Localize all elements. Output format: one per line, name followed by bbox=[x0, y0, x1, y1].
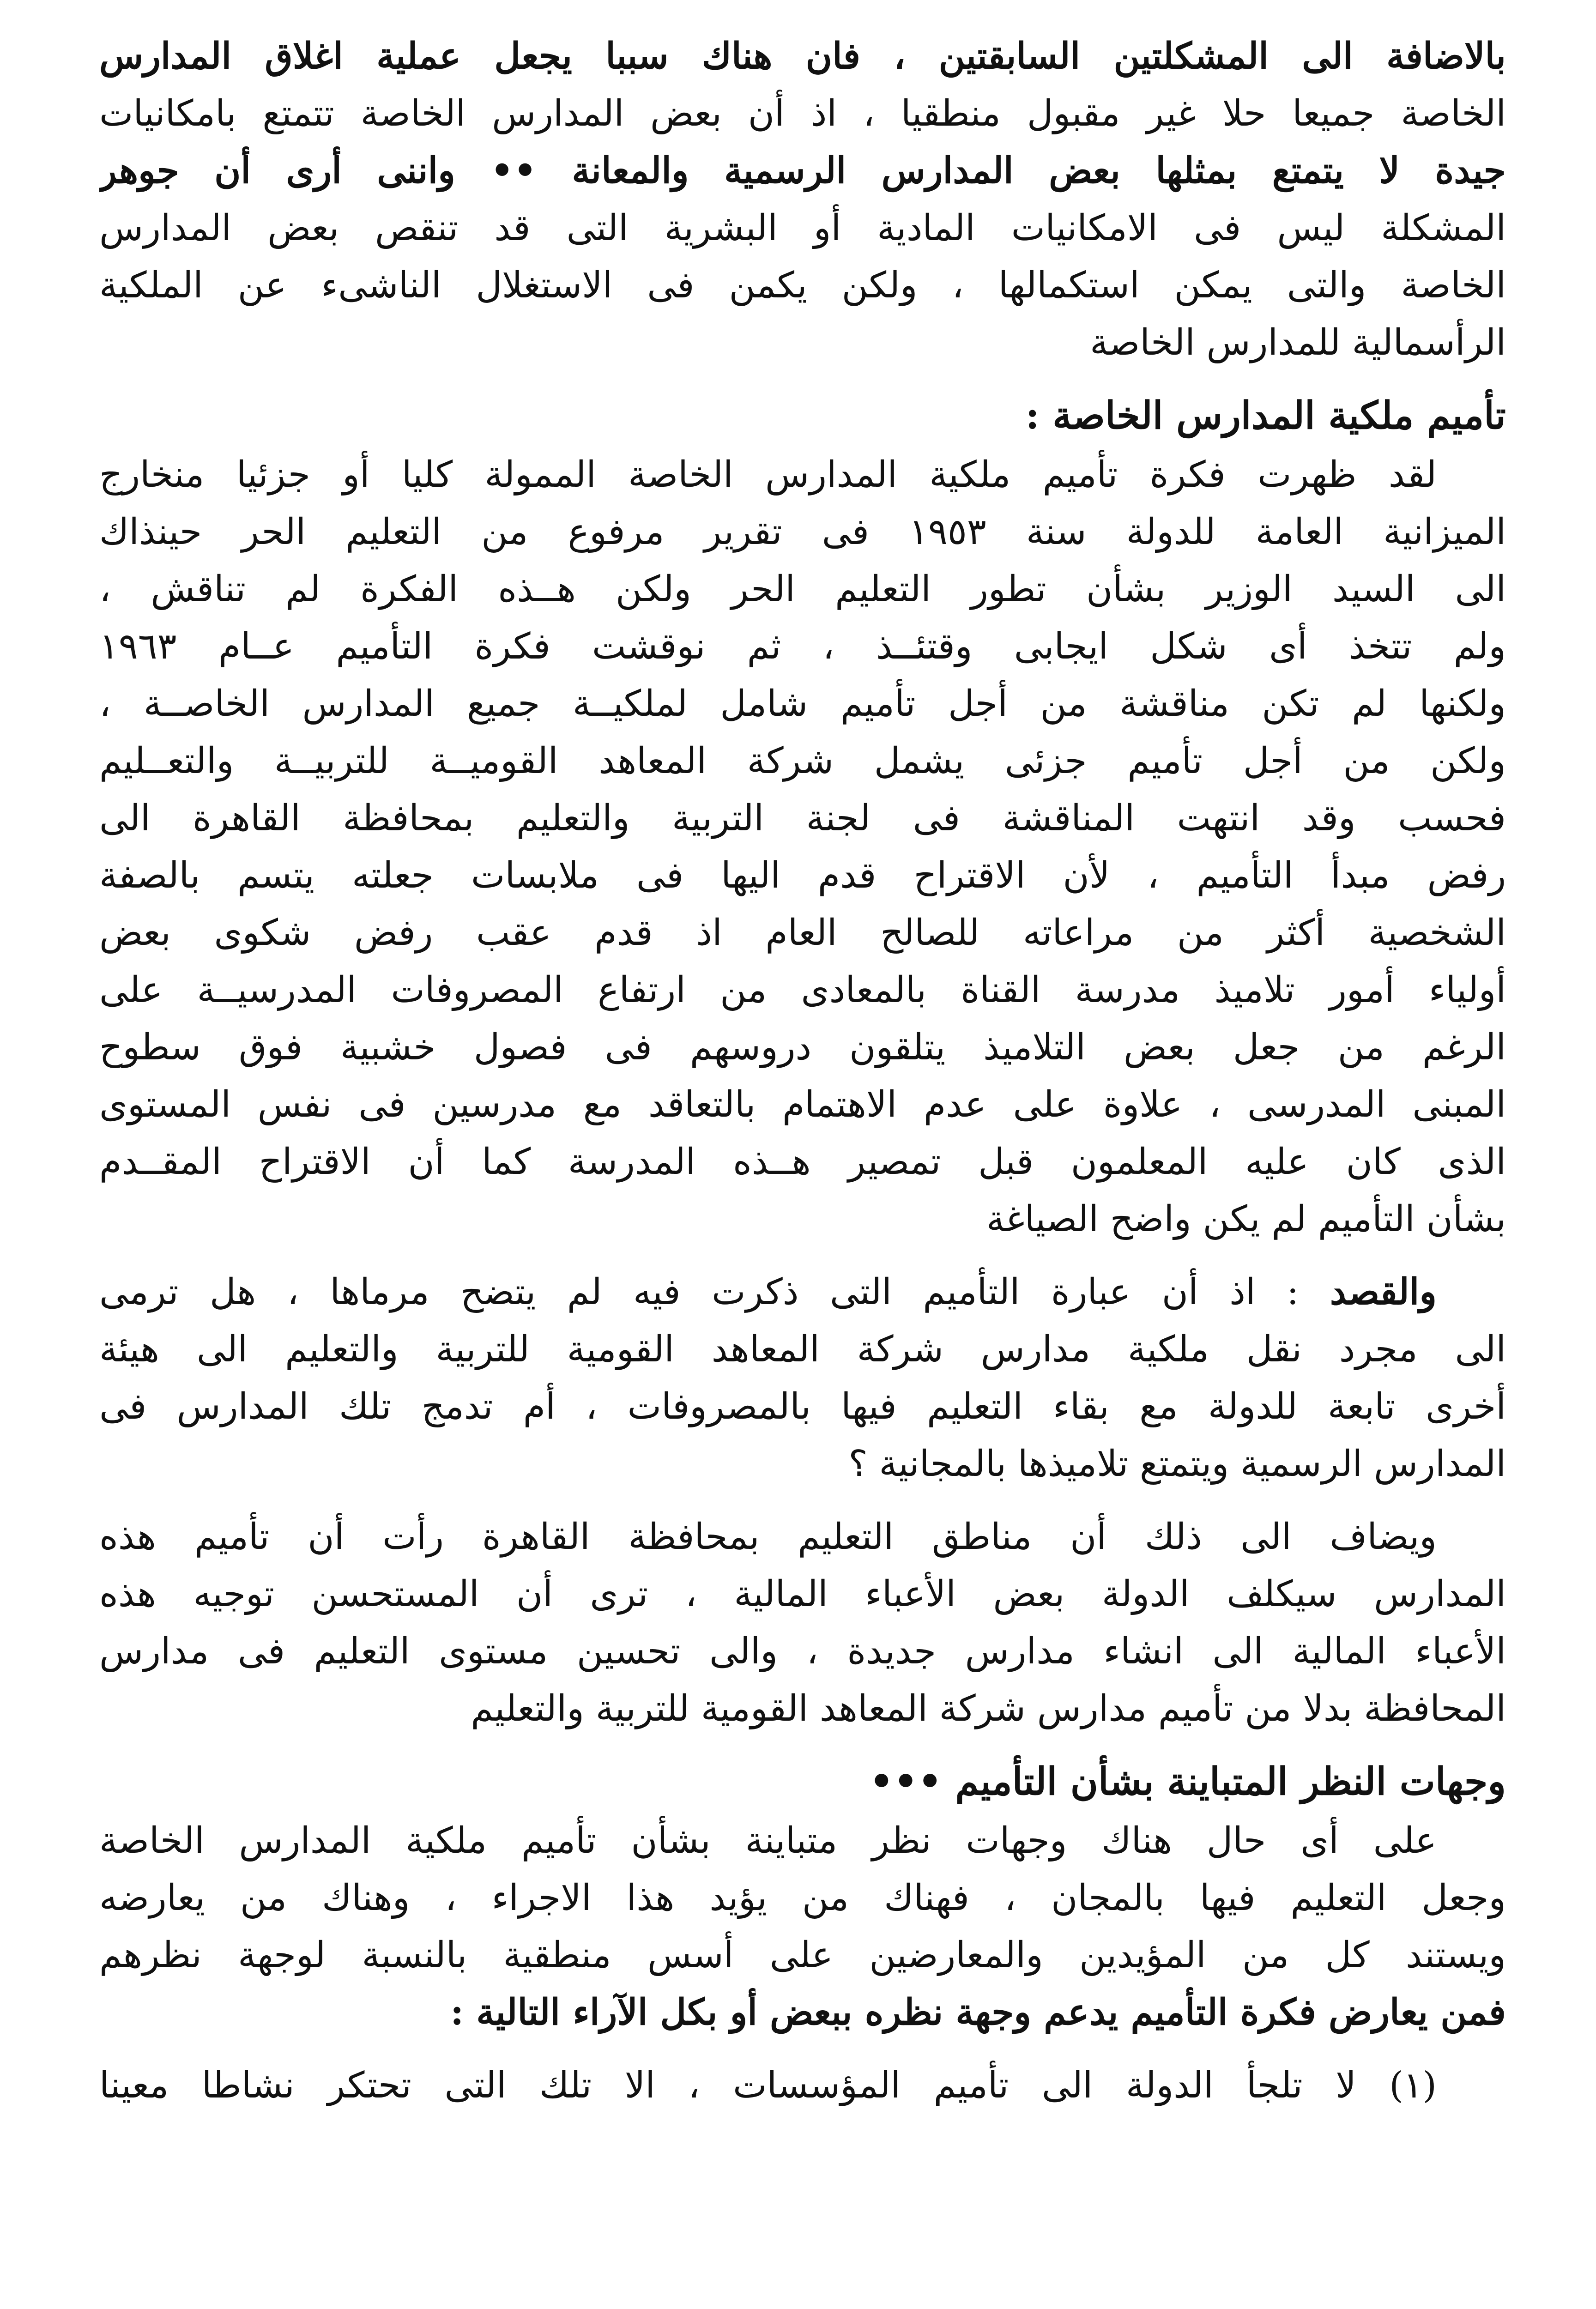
paragraph-1 bbox=[99, 28, 1506, 371]
text-line: الأعباء المالية الى انشاء مدارس جديدة ، والى تحسين مستوى التعليم فى مدارس bbox=[99, 1631, 1506, 1672]
text-line: الرغم من جعل بعض التلاميذ يتلقون دروسهم فى فصول خشبية فوق سطوح bbox=[99, 1027, 1506, 1068]
paragraph-3 bbox=[99, 1263, 1506, 1493]
paragraph-5 bbox=[99, 1812, 1506, 2041]
text-line bbox=[99, 1263, 1506, 1321]
text-line: الشخصية أكثر من مراعاته للصالح العام اذ قدم عقب رفض شكوى بعض bbox=[99, 912, 1506, 954]
text-line: أولياء أمور تلاميذ مدرسة القناة بالمعادى من ارتفاع المصروفات المدرسيــة على bbox=[99, 969, 1506, 1011]
paragraph-4 bbox=[99, 1508, 1506, 1737]
lead-word: والقصد bbox=[1330, 1271, 1437, 1313]
text-line: أخرى تابعة للدولة مع بقاء التعليم فيها بالمصروفات ، أم تدمج تلك المدارس فى bbox=[99, 1386, 1506, 1427]
section-heading-nationalization: تأميم ملكية المدارس الخاصة : bbox=[1025, 393, 1506, 438]
paragraph-6 bbox=[99, 2057, 1506, 2114]
paragraph-2 bbox=[99, 446, 1506, 1248]
text-line: الخاصة والتى يمكن استكمالها ، ولكن يكمن فى الاستغلال الناشىء عن الملكية bbox=[99, 265, 1506, 306]
text-line: الى مجرد نقل ملكية مدارس شركة المعاهد القومية للتربية والتعليم الى هيئة bbox=[99, 1329, 1506, 1370]
text-line: فحسب وقد انتهت المناقشة فى لجنة التربية والتعليم بمحافظة القاهرة الى bbox=[99, 798, 1506, 839]
text-line: المدارس سيكلف الدولة بعض الأعباء المالية ، ترى أن المستحسن توجيه هذه bbox=[99, 1573, 1506, 1615]
text-line: المشكلة ليس فى الامكانيات المادية أو البشرية التى قد تنقص بعض المدارس bbox=[99, 207, 1506, 249]
text-line: ولكن من أجل تأميم جزئى يشمل شركة المعاهد القوميــة للتربيــة والتعــليم bbox=[99, 740, 1506, 782]
text-line: المبنى المدرسى ، علاوة على عدم الاهتمام بالتعاقد مع مدرسين فى نفس المستوى bbox=[99, 1084, 1506, 1125]
text-line: رفض مبدأ التأميم ، لأن الاقتراح قدم اليها فى ملابسات جعلته يتسم بالصفة bbox=[99, 855, 1506, 896]
text-line: المحافظة بدلا من تأميم مدارس شركة المعاهد القومية للتربية والتعليم bbox=[471, 1688, 1506, 1729]
text-line: الى السيد الوزير بشأن تطور التعليم الحر ولكن هــذه الفكرة لم تناقش ، bbox=[99, 568, 1506, 610]
text-line: ولكنها لم تكن مناقشة من أجل تأميم شامل لملكيــة جميع المدارس الخاصــة ، bbox=[99, 683, 1506, 725]
text-line: الرأسمالية للمدارس الخاصة bbox=[1090, 322, 1506, 363]
text-line-rest: : اذ أن عبارة التأميم التى ذكرت فيه لم يتضح مرماها ، هل ترمى bbox=[99, 1271, 1330, 1313]
text-line: على أى حال هناك وجهات نظر متباينة بشأن تأميم ملكية المدارس الخاصة bbox=[99, 1820, 1437, 1862]
text-line: الخاصة جميعا حلا غير مقبول منطقيا ، اذ أن بعض المدارس الخاصة تتمتع بامكانيات bbox=[99, 93, 1506, 134]
text-line: ولم تتخذ أى شكل ايجابى وقتئــذ ، ثم نوقشت فكرة التأميم عــام ١٩٦٣ bbox=[99, 626, 1506, 667]
text-line: وجعل التعليم فيها بالمجان ، فهناك من يؤيد هذا الاجراء ، وهناك من يعارضه bbox=[99, 1877, 1506, 1919]
text-line: (١) لا تلجأ الدولة الى تأميم المؤسسات ، الا تلك التى تحتكر نشاطا معينا bbox=[99, 2065, 1437, 2106]
text-line: ويستند كل من المؤيدين والمعارضين على أسس منطقية بالنسبة لوجهة نظرهم bbox=[99, 1934, 1506, 1976]
section-heading-viewpoints: وجهات النظر المتباينة بشأن التأميم ••• bbox=[869, 1759, 1506, 1804]
text-line: الذى كان عليه المعلمون قبل تمصير هــذه المدرسة كما أن الاقتراح المقــدم bbox=[99, 1141, 1506, 1183]
text-line: فمن يعارض فكرة التأميم يدعم وجهة نظره ببعض أو بكل الآراء التالية : bbox=[450, 1991, 1506, 2033]
text-line: جيدة لا يتمتع بمثلها بعض المدارس الرسمية والمعانة •• واننى أرى أن جوهر bbox=[99, 150, 1506, 192]
text-line: الميزانية العامة للدولة سنة ١٩٥٣ فى تقرير مرفوع من التعليم الحر حينذاك bbox=[99, 511, 1506, 553]
text-line: بالاضافة الى المشكلتين السابقتين ، فان هناك سببا يجعل عملية اغلاق المدارس bbox=[99, 35, 1506, 77]
text-line: لقد ظهرت فكرة تأميم ملكية المدارس الخاصة الممولة كليا أو جزئيا منخارج bbox=[99, 454, 1437, 496]
text-line: بشأن التأميم لم يكن واضح الصياغة bbox=[986, 1198, 1506, 1240]
text-line: ويضاف الى ذلك أن مناطق التعليم بمحافظة القاهرة رأت أن تأميم هذه bbox=[99, 1516, 1437, 1558]
text-line: المدارس الرسمية ويتمتع تلاميذها بالمجانية ؟ bbox=[848, 1443, 1506, 1485]
